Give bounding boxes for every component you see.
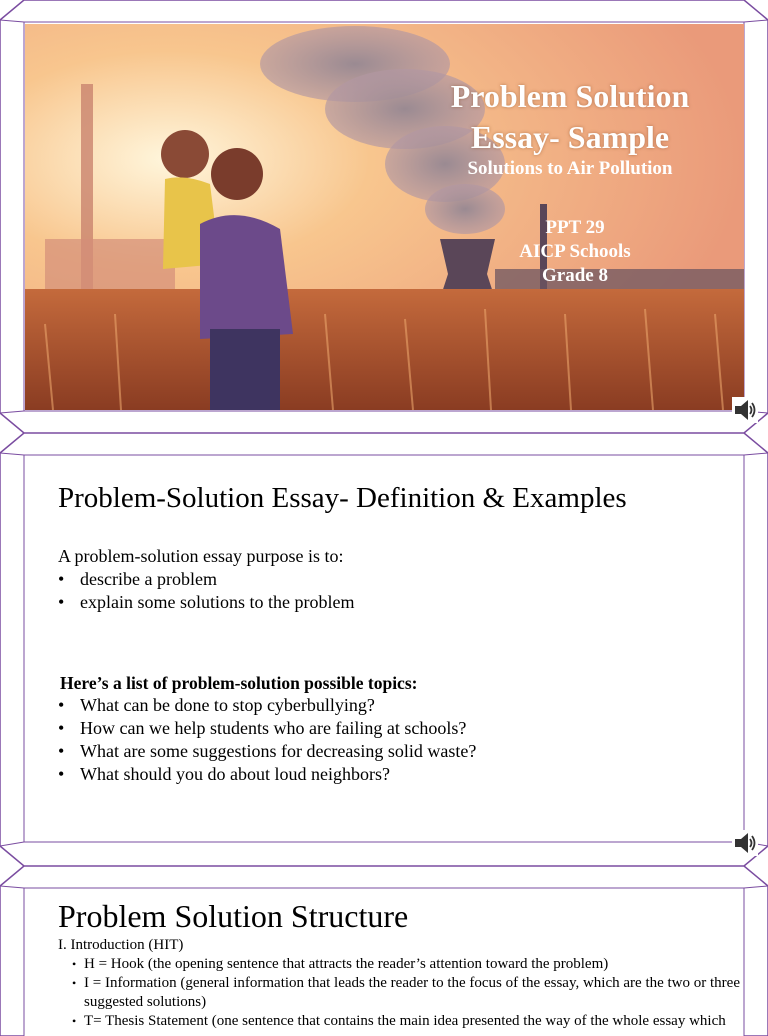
list-item: • T= Thesis Statement (one sentence that contains the main idea presented the way of the whole essay which: [72, 1012, 758, 1031]
slide-3: [0, 866, 768, 1036]
slide-2-title: Problem-Solution Essay- Definition & Examples: [58, 482, 627, 514]
title-line-2: Essay- Sample: [470, 119, 670, 155]
slide-1-title: [430, 76, 710, 158]
title-line-1: Problem Solution: [450, 78, 690, 114]
structure-list: [58, 955, 758, 1031]
slide-2-content: [58, 479, 718, 786]
speaker-icon[interactable]: [732, 397, 758, 423]
list-item: • I = Information (general information that leads the reader to the focus of the essay, which are the two or three suggested solutions): [72, 974, 758, 1012]
meta-line-2: AICP Schools: [519, 241, 631, 262]
slide-1-meta: [480, 216, 670, 288]
slide-1-subtitle: Solutions to Air Pollution: [467, 158, 673, 179]
slide-3-content: [58, 896, 758, 1031]
slide-3-title: Problem Solution Structure: [58, 898, 409, 934]
list-item: • What are some suggestions for decreasing solid waste?: [58, 740, 718, 763]
list-item: • explain some solutions to the problem: [58, 591, 718, 614]
slide-1: [0, 0, 768, 433]
purpose-list: [58, 568, 718, 614]
list-item: • H = Hook (the opening sentence that attracts the reader’s attention toward the problem): [72, 955, 758, 974]
list-item: • What should you do about loud neighbors?: [58, 763, 718, 786]
topics-list: [58, 694, 718, 786]
list-item: • How can we help students who are failing at schools?: [58, 717, 718, 740]
purpose-lead: A problem-solution essay purpose is to:: [58, 546, 344, 566]
speaker-icon[interactable]: [732, 830, 758, 856]
list-item: • describe a problem: [58, 568, 718, 591]
list-item: • What can be done to stop cyberbullying?: [58, 694, 718, 717]
meta-line-1: PPT 29: [545, 217, 605, 238]
topics-heading: Here’s a list of problem-solution possible topics:: [60, 673, 418, 693]
meta-line-3: Grade 8: [542, 265, 608, 286]
section-heading: I. Introduction (HIT): [58, 937, 184, 953]
slide-2: [0, 433, 768, 866]
